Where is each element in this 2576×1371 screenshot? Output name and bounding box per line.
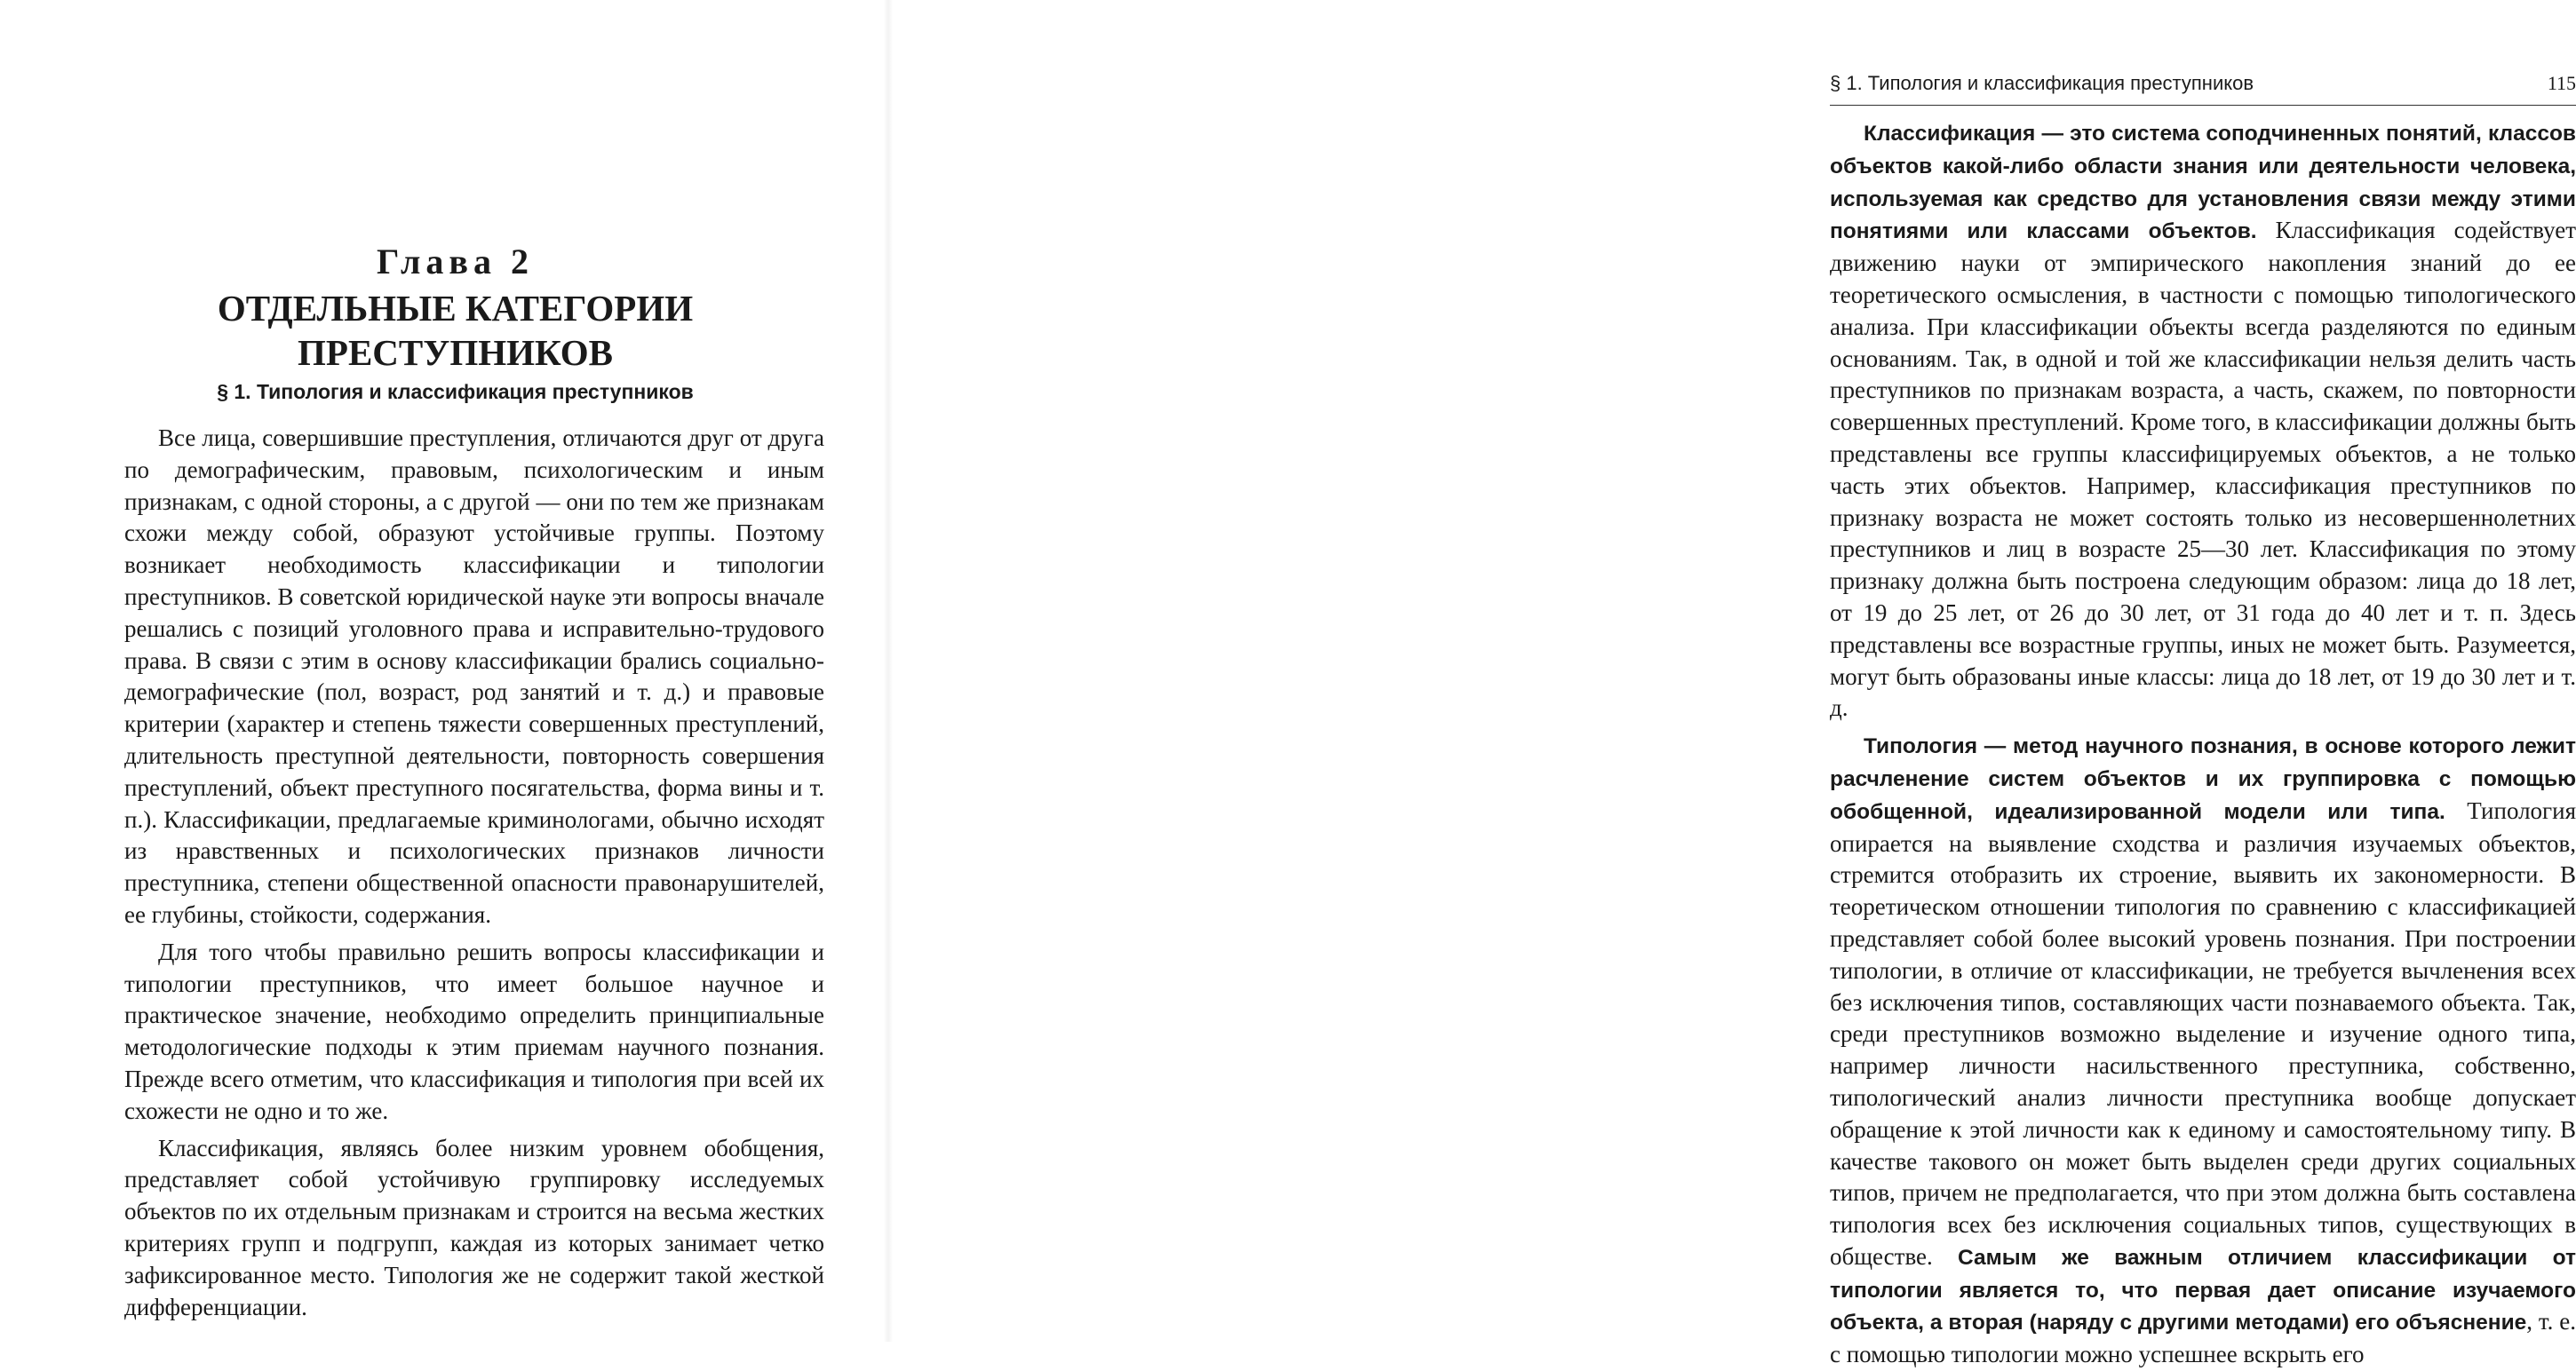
right-paragraph-1-text: Классификация содействует движению науки от эмпирического накопления знаний до ее теоретического осмысления, в частности с помощью типологического анализа. При классификации объекты всегда разделяются по единым основаниям. Так, в одной и той же классификации нельзя делить часть преступников по признакам возраста, а часть, скажем, по повторности совершенных преступлений. Кроме того, в классификации должны быть представлены все группы классифицируемых объектов, а не только часть этих объектов. Например, классификация преступников по признаку возраста не может состоять только из несовершеннолетних преступников и лиц в возрасте 25—30 лет. Классификация по этому признаку должна быть построена следующим образом: лица до 18 лет, от 19 до 25 лет, от 26 до 30 лет, от 31 года до 40 лет и т. п. Здесь представлены все возрастные группы, иных не может быть. Разумеется, могут быть образованы иные классы: лица до 18 лет, от 19 до 30 лет и т. д.: [1830, 217, 2576, 722]
chapter-label: Глава 2: [377, 242, 534, 281]
typology-definition: Типология — метод научного познания, в основе которого лежит расчленение систем объектов и их группировка с помощью обобщенной, идеализированной модели или типа.: [1830, 734, 2576, 824]
page-number: 115: [2547, 72, 2576, 94]
left-paragraph-3: Классификация, являясь более низким уровнем обобщения, представляет собой устойчивую группировку исследуемых объектов по их отдельным признакам и строится на весьма жестких критериях групп и подгрупп, каждая из которых занимает четко зафиксированное место. Типология же не содержит такой жесткой дифференциации.: [124, 1134, 824, 1320]
running-header: [1830, 69, 2576, 106]
left-page: [0, 0, 888, 1342]
right-paragraph-1: [1830, 117, 2576, 725]
left-page-body: [124, 423, 824, 1323]
right-paragraph-2-text: Типология опирается на выявление сходства и различия изучаемых объектов, стремится отобразить их строение, выявить их закономерности. В теоретическом отношении типология по сравнению с классификацией представляет собой более высокий уровень познания. При построении типологии, в отличие от классификации, не требуется вычленения всех без исключения типов, составляющих части познаваемого объекта. Так, среди преступников возможно выделение и изучение одного типа, например личности насильственного преступника, собственно, типологический анализ личности преступника вообще допускает обращение к этой личности как к единому и самостоятельному типу. В качестве такового он может быть выделен среди других социальных типов, причем не предполагается, что при этом должна быть составлена типология всех без исключения социальных типов, существующих в обществе.: [1830, 796, 2576, 1270]
chapter-title-line2: ПРЕСТУПНИКОВ: [298, 332, 613, 373]
left-paragraph-2: Для того чтобы правильно решить вопросы классификации и типологии преступников, что имеет большое научное и практическое значение, необходимо определить принципиальные методологические подходы к этим приемам научного познания. Прежде всего отметим, что классификация и типология при всей их схожести не одно и то же.: [124, 938, 824, 1124]
section-heading: § 1. Типология и классификация преступников: [217, 380, 694, 403]
key-difference-statement: Самым же важным отличием классификации от типологии является то, что первая дает описание изучаемого объекта, а вторая (наряду с другими методами) его объяснение: [1830, 1245, 2576, 1335]
right-page-body: [1830, 117, 2576, 1371]
right-paragraph-2: [1830, 730, 2576, 1371]
left-paragraph-1: Все лица, совершившие преступления, отличаются друг от друга по демографическим, правовым, психологическим и иным признакам, с одной стороны, а с другой — они по тем же признакам схожи между собой, образуют устойчивые группы. Поэтому возникает необходимость классификации и типологии преступников. В советской юридической науке эти вопросы вначале решались с позиций уголовного права и исправительно-трудового права. В связи с этим в основу классификации брались социально-демографические (пол, возраст, род занятий и т. д.) и правовые критерии (характер и степень тяжести совершенных преступлений, длительность преступной деятельности, повторность совершения преступлений, объект преступного посягательства, форма вины и т. п.). Классификации, предлагаемые криминологами, обычно исходят из нравственных и психологических признаков личности преступника, степени общественной опасности правонарушителей, ее глубины, стойкости, содержания.: [124, 424, 824, 928]
chapter-heading: [124, 240, 786, 375]
chapter-title: [124, 286, 786, 375]
classification-definition: Классификация — это система соподчиненных понятий, классов объектов какой-либо области знания или деятельности человека, используемая как средство для установления связи между этими понятиями или классами объектов.: [1830, 122, 2576, 244]
running-title: § 1. Типология и классификация преступников: [1830, 72, 2254, 94]
chapter-title-line1: ОТДЕЛЬНЫЕ КАТЕГОРИИ: [217, 288, 694, 329]
right-page: [888, 0, 2576, 1368]
right-paragraph-2-tail: , т. е. с помощью типологии можно успешнее вскрыть его: [1830, 1308, 2576, 1368]
